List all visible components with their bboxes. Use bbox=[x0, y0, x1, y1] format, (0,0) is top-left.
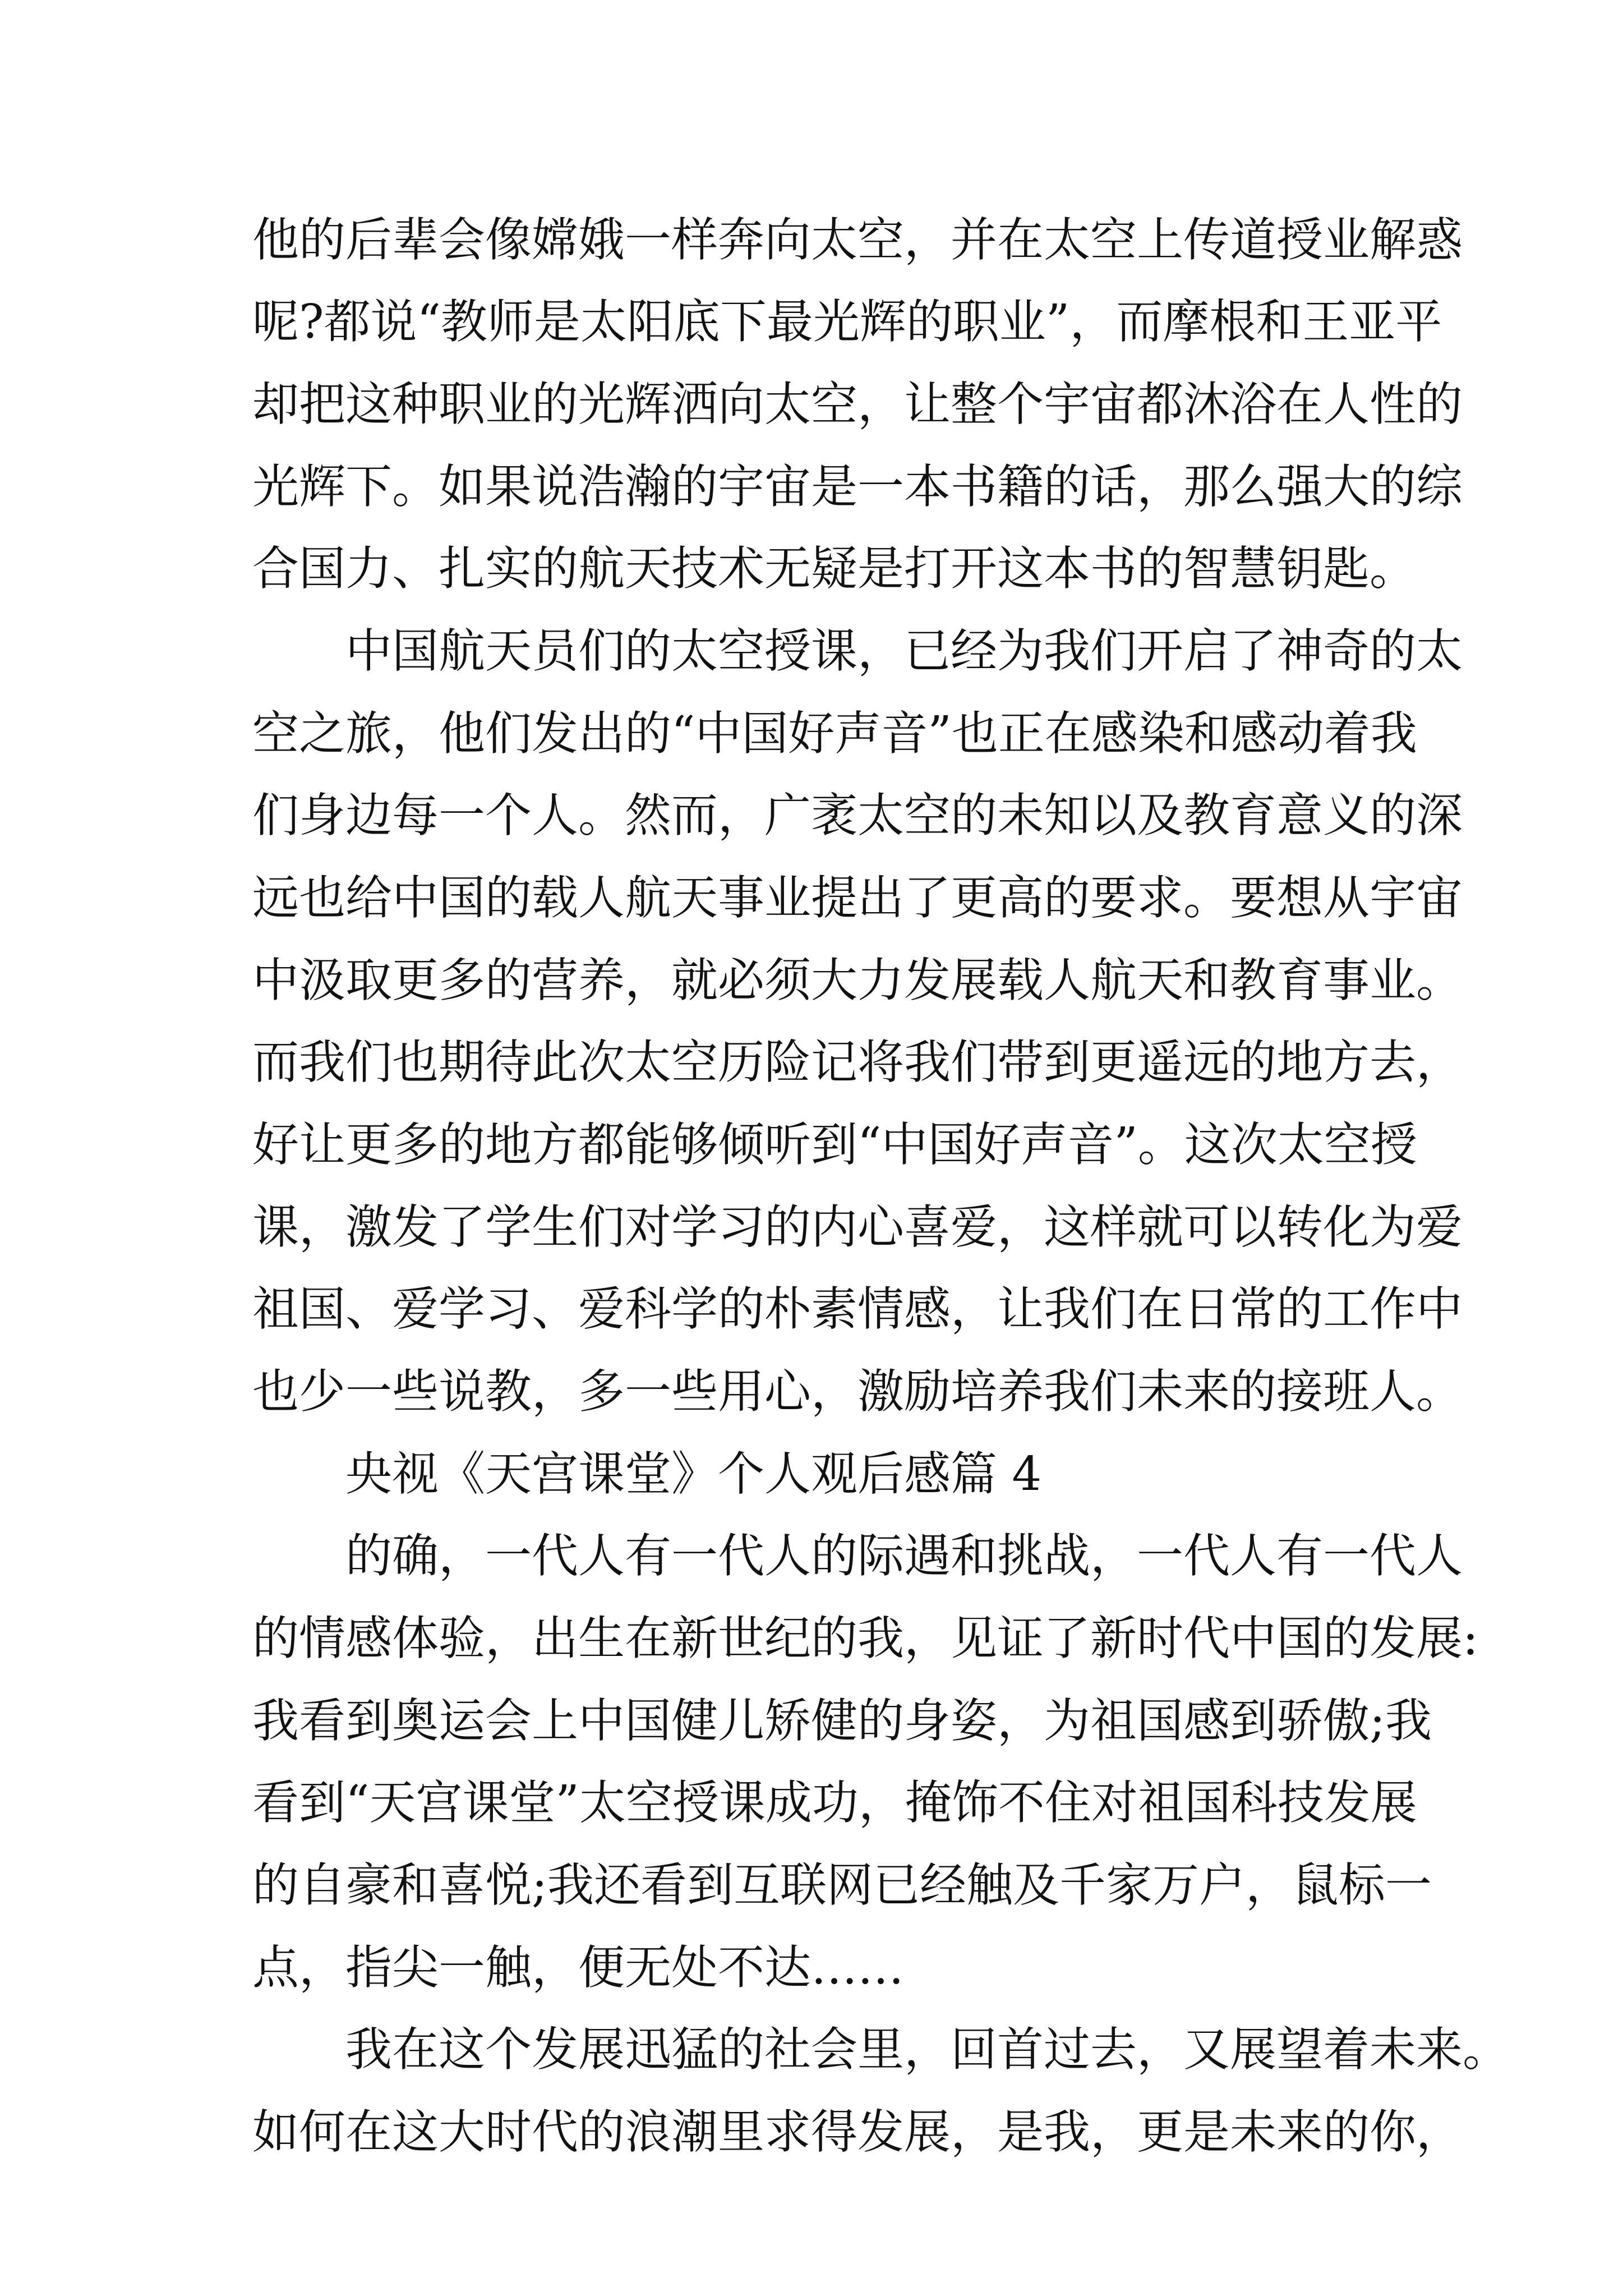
text-line: 如何在这大时代的浪潮里求得发展，是我，更是未来的你， bbox=[252, 2105, 1463, 2159]
text-line: 好让更多的地方都能够倾听到“中国好声音”。这次太空授 bbox=[252, 1117, 1417, 1172]
text-line: 我看到奥运会上中国健儿矫健的身姿，为祖国感到骄傲;我 bbox=[252, 1694, 1432, 1748]
section-heading: 央视《天宫课堂》个人观后感篇 4 bbox=[345, 1447, 1042, 1501]
paragraph-first-line: 我在这个发展迅猛的社会里，回首过去，又展望着未来。 bbox=[345, 2022, 1509, 2077]
text-line: 的情感体验，出生在新世纪的我，见证了新时代中国的发展: bbox=[252, 1611, 1478, 1665]
text-line: 光辉下。如果说浩瀚的宇宙是一本书籍的话，那么强大的综 bbox=[252, 459, 1463, 514]
text-line: 也少一些说教，多一些用心，激励培养我们未来的接班人。 bbox=[252, 1364, 1463, 1419]
text-line: 点，指尖一触，便无处不达…… bbox=[252, 1940, 904, 1995]
text-line: 合国力、扎实的航天技术无疑是打开这本书的智慧钥匙。 bbox=[252, 541, 1416, 596]
paragraph-first-line: 中国航天员们的太空授课，已经为我们开启了神奇的太 bbox=[345, 624, 1463, 678]
text-line: 却把这种职业的光辉洒向太空，让整个宇宙都沐浴在人性的 bbox=[252, 377, 1463, 431]
text-line: 而我们也期待此次太空历险记将我们带到更遥远的地方去， bbox=[252, 1035, 1463, 1089]
text-line: 的自豪和喜悦;我还看到互联网已经触及千家万户，鼠标一 bbox=[252, 1858, 1432, 1912]
text-line: 课，激发了学生们对学习的内心喜爱，这样就可以转化为爱 bbox=[252, 1200, 1463, 1254]
text-line: 远也给中国的载人航天事业提出了更高的要求。要想从宇宙 bbox=[252, 871, 1463, 925]
text-line: 他的后辈会像嫦娥一样奔向太空，并在太空上传道授业解惑 bbox=[252, 213, 1463, 267]
text-line: 呢?都说“教师是太阳底下最光辉的职业”，而摩根和王亚平 bbox=[252, 295, 1442, 349]
text-line: 中汲取更多的营养，就必须大力发展载人航天和教育事业。 bbox=[252, 953, 1463, 1007]
text-line: 祖国、爱学习、爱科学的朴素情感，让我们在日常的工作中 bbox=[252, 1282, 1463, 1336]
text-line: 空之旅，他们发出的“中国好声音”也正在感染和感动着我 bbox=[252, 706, 1417, 761]
text-line: 们身边每一个人。然而，广袤太空的未知以及教育意义的深 bbox=[252, 788, 1463, 843]
text-line: 看到“天宫课堂”太空授课成功，掩饰不住对祖国科技发展 bbox=[252, 1775, 1417, 1830]
paragraph-first-line: 的确，一代人有一代人的际遇和挑战，一代人有一代人 bbox=[345, 1529, 1463, 1583]
